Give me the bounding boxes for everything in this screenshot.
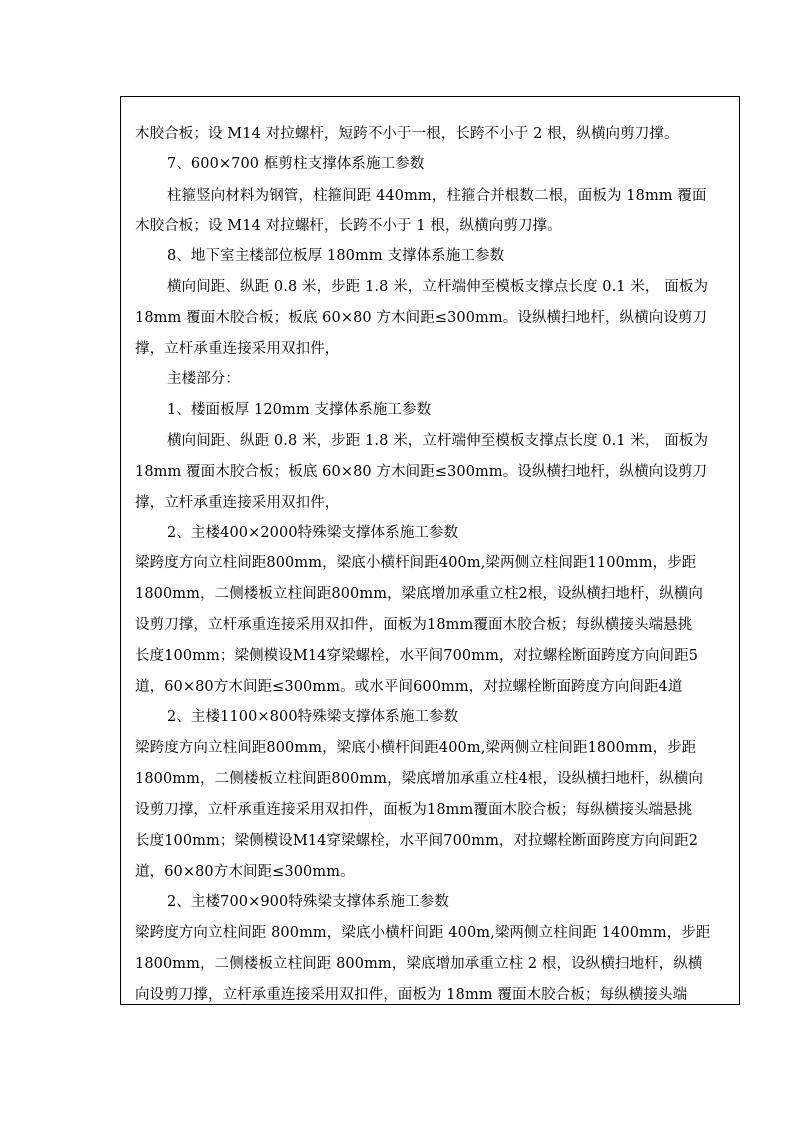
text-line: 木胶合板；设 M14 对拉螺杆，短跨不小于一根，长跨不小于 2 根，纵横向剪刀撑。 (135, 126, 679, 142)
text-line: 1800mm，二侧楼板立柱间距800mm，梁底增加承重立柱2根，设纵横扫地杆，纵横向 (135, 586, 703, 602)
text-line: 设剪刀撑，立杆承重连接采用双扣件，面板为18mm覆面木胶合板；每纵横接头端悬挑 (135, 802, 693, 818)
section-heading: 1、楼面板厚 120mm 支撑体系施工参数 (167, 402, 432, 418)
text-line: 道，60×80方木间距≤300mm。或水平间600mm，对拉螺栓断面跨度方向间距4道 (135, 679, 683, 695)
text-line: 长度100mm；梁侧模设M14穿梁螺栓，水平间700mm，对拉螺栓断面跨度方向间距2 (135, 833, 699, 849)
text-line: 梁跨度方向立柱间距800mm，梁底小横杆间距400m,梁两侧立柱间距1800mm，步距 (135, 740, 697, 756)
text-line: 道，60×80方木间距≤300mm。 (135, 864, 355, 880)
text-line: 向设剪刀撑，立杆承重连接采用双扣件，面板为 18mm 覆面木胶合板；每纵横接头端 (135, 987, 688, 1003)
section-heading: 2、主楼400×2000特殊梁支撑体系施工参数 (167, 525, 459, 541)
section-heading: 主楼部分： (167, 371, 240, 387)
text-line: 横向间距、纵距 0.8 米，步距 1.8 米，立杆端伸至模板支撑点长度 0.1 米， 面板为 (167, 433, 709, 449)
section-heading: 8、地下室主楼部位板厚 180mm 支撑体系施工参数 (167, 248, 505, 264)
text-line: 木胶合板；设 M14 对拉螺杆，长跨不小于 1 根，纵横向剪刀撑。 (135, 218, 562, 234)
text-line: 横向间距、纵距 0.8 米，步距 1.8 米，立杆端伸至模板支撑点长度 0.1 米， 面板为 (167, 279, 709, 295)
text-line: 1800mm，二侧楼板立柱间距 800mm，梁底增加承重立柱 2 根，设纵横扫地杆，纵横 (135, 956, 703, 972)
text-line: 撑，立杆承重连接采用双扣件， (135, 495, 340, 511)
text-line: 18mm 覆面木胶合板；板底 60×80 方木间距≤300mm。设纵横扫地杆，纵横向设剪刀 (135, 310, 708, 326)
text-line: 撑，立杆承重连接采用双扣件， (135, 341, 340, 357)
section-heading: 2、主楼1100×800特殊梁支撑体系施工参数 (167, 709, 459, 725)
section-heading: 2、主楼700×900特殊梁支撑体系施工参数 (167, 894, 449, 910)
text-line: 1800mm，二侧楼板立柱间距800mm，梁底增加承重立柱4根，设纵横扫地杆，纵横向 (135, 771, 703, 787)
section-heading: 7、600×700 框剪柱支撑体系施工参数 (167, 156, 425, 172)
text-line: 设剪刀撑，立杆承重连接采用双扣件，面板为18mm覆面木胶合板；每纵横接头端悬挑 (135, 617, 693, 633)
text-line: 长度100mm；梁侧模设M14穿梁螺栓，水平间700mm，对拉螺栓断面跨度方向间距5 (135, 648, 699, 664)
text-line: 柱箍竖向材料为钢管，柱箍间距 440mm，柱箍合并根数二根，面板为 18mm 覆面 (167, 188, 707, 204)
text-line: 18mm 覆面木胶合板；板底 60×80 方木间距≤300mm。设纵横扫地杆，纵横向设剪刀 (135, 464, 708, 480)
document-frame (120, 96, 740, 1005)
text-line: 梁跨度方向立柱间距 800mm，梁底小横杆间距 400m,梁两侧立柱间距 1400mm，步距 (135, 925, 711, 941)
text-line: 梁跨度方向立柱间距800mm，梁底小横杆间距400m,梁两侧立柱间距1100mm，步距 (135, 555, 697, 571)
